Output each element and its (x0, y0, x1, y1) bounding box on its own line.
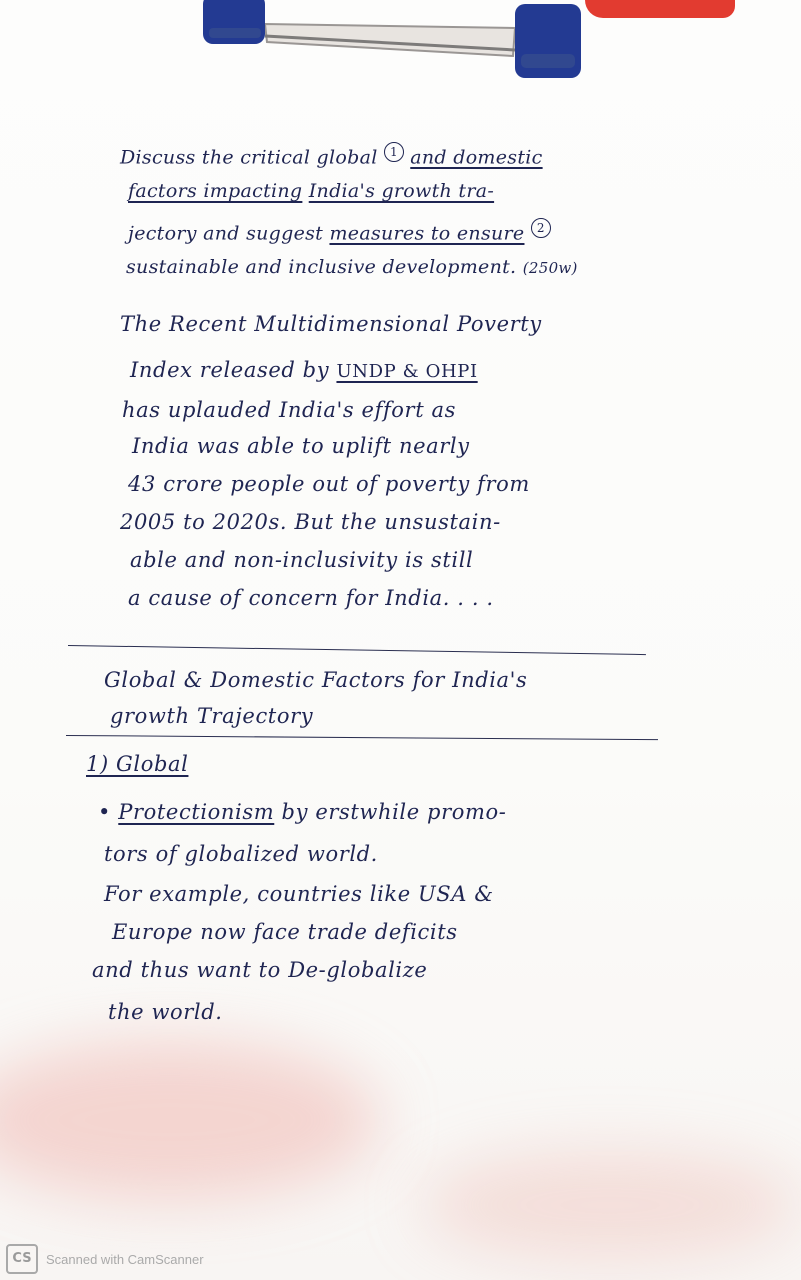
bullet-term: Protectionism (118, 800, 275, 824)
intro-line-4: India was able to uplift nearly (132, 434, 470, 458)
word-limit: (250w) (522, 259, 578, 277)
bullet-line-2: tors of globalized world. (104, 842, 378, 866)
intro-line-6: 2005 to 2020s. But the unsustain- (120, 510, 501, 534)
camscanner-logo-icon: CS (6, 1244, 38, 1274)
intro-organisation: UNDP & OHPI (336, 361, 478, 382)
marker-1-icon: 1 (384, 142, 404, 162)
intro-line-7: able and non-inclusivity is still (130, 548, 474, 572)
clipboard-clip (195, 0, 595, 84)
bullet-marker: • (98, 800, 111, 824)
camscanner-footer (6, 1244, 204, 1274)
clip-icon (195, 0, 595, 84)
bullet-line-3: For example, countries like USA & (104, 882, 494, 906)
heading-rule-bottom (66, 735, 658, 740)
intro-line-3: has uplauded India's effort as (122, 398, 457, 422)
subheading-global: 1) Global (86, 752, 189, 776)
question-line-4: sustainable and inclusive development. (250w) (126, 256, 578, 278)
camscanner-text: Scanned with CamScanner (46, 1251, 204, 1267)
question-line-1: Discuss the critical global 1 and domestic (120, 142, 543, 168)
intro-line-1: The Recent Multidimensional Poverty (120, 312, 542, 336)
pink-stain-left (0, 1040, 380, 1200)
bullet-line-6: the world. (108, 1000, 223, 1024)
pink-stain-bottom (420, 1150, 800, 1260)
bullet-line-4: Europe now face trade deficits (112, 920, 458, 944)
bullet-line-5: and thus want to De-globalize (92, 958, 428, 982)
bullet-line-1: • Protectionism by erstwhile promo- (98, 800, 507, 824)
intro-line-8: a cause of concern for India. . . . (128, 586, 494, 610)
section-heading-line-1: Global & Domestic Factors for India's (104, 668, 528, 692)
intro-line-5: 43 crore people out of poverty from (128, 472, 530, 496)
marker-2-icon: 2 (531, 218, 551, 238)
red-folder-edge (585, 0, 735, 18)
question-line-3: jectory and suggest measures to ensure 2 (128, 218, 551, 244)
heading-rule-top (68, 645, 646, 655)
intro-line-2: Index released by UNDP & OHPI (130, 358, 478, 382)
question-line-2: factors impacting India's growth tra- (128, 180, 495, 202)
section-heading-line-2: growth Trajectory (110, 704, 314, 728)
